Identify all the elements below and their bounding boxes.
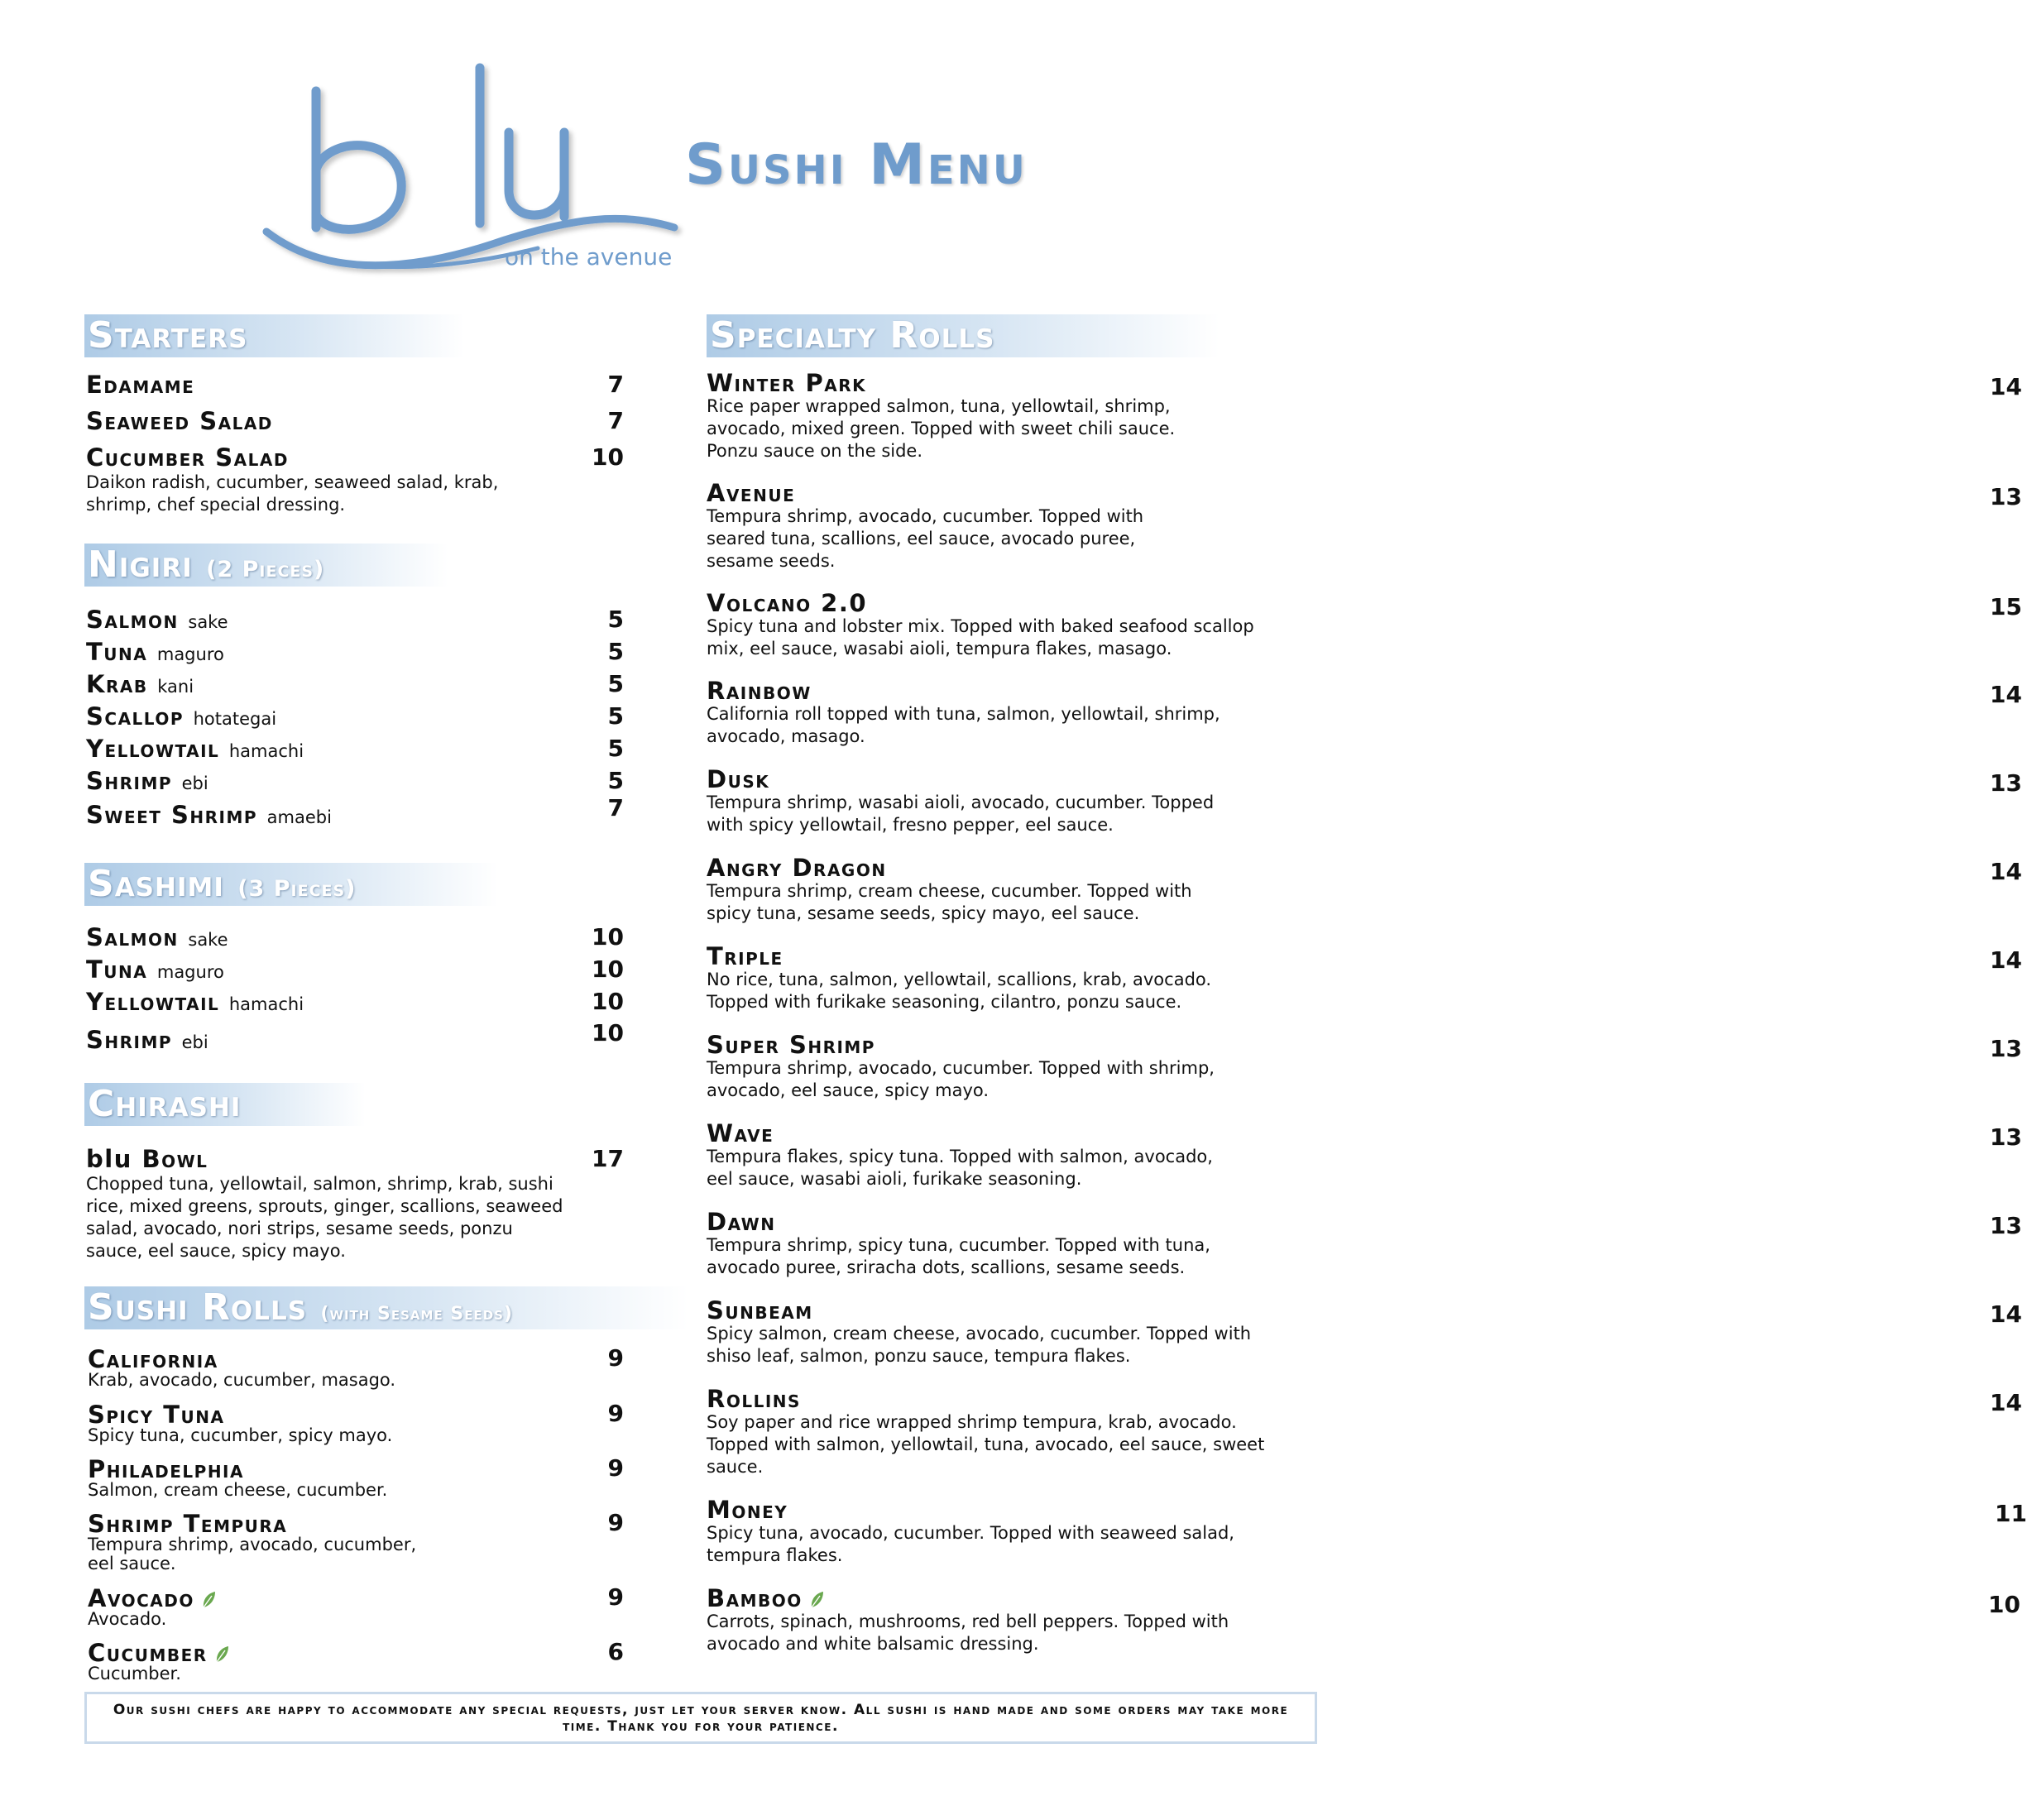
menu-item: [88, 1454, 624, 1500]
item-price: 17: [592, 1145, 624, 1172]
item-name-jp: sake: [188, 612, 228, 632]
item-price: 5: [607, 767, 624, 794]
menu-item: [707, 942, 2022, 1013]
item-name: Seaweed Salad: [86, 407, 273, 435]
item-name: Volcano 2.0: [707, 589, 868, 617]
menu-item: [86, 443, 624, 516]
item-name-en: Salmon: [86, 606, 179, 634]
item-price: 9: [607, 1454, 624, 1482]
item-name: Rollins: [707, 1385, 801, 1413]
item-name: [86, 801, 332, 831]
item-name: [86, 767, 208, 797]
item-price: 5: [607, 638, 624, 665]
item-description: Rice paper wrapped salmon, tuna, yellowtail, shrimp, avocado, mixed green. Topped with sweet chili sauce. Ponzu sauce on the side.: [707, 396, 1176, 461]
vegetarian-leaf-icon: [201, 1591, 216, 1609]
menu-item: [707, 1031, 2022, 1102]
item-description: Spicy tuna, cucumber, spicy mayo.: [88, 1425, 393, 1445]
menu-item: [86, 407, 624, 435]
menu-item: [707, 479, 2022, 572]
item-description: California roll topped with tuna, salmon, yellowtail, shrimp, avocado, masago.: [707, 704, 1220, 746]
menu-item: [86, 1145, 624, 1262]
item-description: Tempura shrimp, wasabi aioli, avocado, cucumber. Topped with spicy yellowtail, fresno pepper, eel sauce.: [707, 793, 1215, 835]
item-price: 14: [1990, 373, 2022, 400]
item-name: Sunbeam: [707, 1296, 813, 1324]
nigiri-subheading: (2 Pieces): [206, 557, 325, 582]
menu-item: [707, 1296, 2022, 1367]
item-name: Shrimp Tempura: [88, 1510, 288, 1538]
item-name-jp: maguro: [156, 644, 224, 664]
section-heading-sashimi: [84, 863, 498, 906]
item-price: 10: [592, 443, 624, 471]
item-name-en: Shrimp: [86, 767, 173, 795]
item-price: 9: [607, 1583, 624, 1611]
item-name-en: Yellowtail: [86, 988, 220, 1016]
menu-item: [88, 1344, 624, 1390]
item-name: Wave: [707, 1119, 774, 1147]
footer-notice: [84, 1692, 1317, 1744]
item-description: Salmon, cream cheese, cucumber.: [88, 1480, 388, 1500]
menu-item: [86, 923, 624, 954]
item-name: [88, 1584, 468, 1612]
menu-item: [707, 1385, 2022, 1478]
sushi-rolls-heading: Sushi Rolls: [88, 1286, 308, 1329]
sushi-rolls-subheading: (with Sesame Seeds): [320, 1304, 513, 1324]
menu-item: [88, 1400, 624, 1445]
menu-title: Sushi Menu: [685, 132, 1028, 198]
starters-heading: Starters: [88, 314, 248, 357]
item-price: 13: [1990, 1123, 2022, 1151]
item-name-en: Cucumber: [88, 1639, 208, 1667]
menu-item: [707, 1208, 2022, 1279]
menu-item: [707, 1584, 2020, 1655]
item-price: 13: [1990, 769, 2022, 797]
item-name-jp: ebi: [181, 774, 208, 793]
item-name-en: Tuna: [86, 956, 148, 984]
item-description: Tempura flakes, spicy tuna. Topped with salmon, avocado, eel sauce, wasabi aioli, furikake seasoning.: [707, 1147, 1213, 1189]
item-name: Avenue: [707, 479, 796, 507]
item-description: Spicy tuna and lobster mix. Topped with baked seafood scallop mix, eel sauce, wasabi aioli, tempura flakes, masago.: [707, 616, 1254, 659]
item-name: [86, 606, 228, 636]
footer-text: Our sushi chefs are happy to accommodate any special requests, just let your server know. All sushi is hand made and some orders may take more time. Thank you for your patience.: [113, 1701, 1289, 1735]
menu-item: [86, 988, 624, 1018]
item-price: 13: [1990, 1212, 2022, 1239]
menu-item: [86, 767, 624, 797]
item-price: 14: [1990, 946, 2022, 974]
item-name-en: Bowl: [141, 1145, 208, 1173]
item-price: 10: [1988, 1591, 2020, 1618]
item-description: Spicy salmon, cream cheese, avocado, cucumber. Topped with shiso leaf, salmon, ponzu sauce, tempura flakes.: [707, 1324, 1252, 1366]
item-description: Chopped tuna, yellowtail, salmon, shrimp, krab, sushi rice, mixed greens, sprouts, ginger, scallions, seaweed salad, avocado, nori strips, sesame seeds, ponzu sauce, eel sauce, spicy mayo.: [86, 1174, 563, 1261]
item-name: Dawn: [707, 1208, 776, 1236]
item-name-en: Tuna: [86, 638, 148, 666]
item-name: [86, 638, 224, 668]
menu-item: [707, 677, 2022, 748]
menu-item: [707, 369, 2022, 462]
item-name-jp: hamachi: [228, 741, 304, 761]
item-price: 6: [607, 1638, 624, 1665]
item-name: [88, 1639, 468, 1667]
item-description: No rice, tuna, salmon, yellowtail, scallions, krab, avocado. Topped with furikake seasoning, cilantro, ponzu sauce.: [707, 970, 1212, 1012]
logo-tagline: on the avenue: [505, 243, 673, 271]
item-name-jp: amaebi: [266, 807, 332, 827]
item-name: [86, 1145, 566, 1173]
menu-item: [86, 606, 624, 636]
item-name: Spicy Tuna: [88, 1401, 225, 1429]
item-description: Carrots, spinach, mushrooms, red bell peppers. Topped with avocado and white balsamic dressing.: [707, 1612, 1229, 1654]
item-name-en: Krab: [86, 670, 148, 698]
item-price: 5: [607, 606, 624, 633]
vegetarian-leaf-icon: [214, 1645, 229, 1664]
item-price: 9: [607, 1509, 624, 1536]
item-name: Money: [707, 1496, 788, 1524]
item-price: 7: [607, 407, 624, 434]
section-heading-chirashi: [84, 1083, 366, 1126]
item-description: Cucumber.: [88, 1664, 181, 1684]
section-heading-starters: [84, 314, 465, 357]
item-name: [86, 956, 224, 986]
item-price: 10: [592, 956, 624, 983]
item-price: 14: [1990, 1389, 2022, 1416]
item-name-jp: ebi: [181, 1032, 208, 1052]
item-price: 9: [607, 1400, 624, 1427]
vegetarian-leaf-icon: [809, 1591, 824, 1609]
item-name-en: Salmon: [86, 923, 179, 951]
item-description: Daikon radish, cucumber, seaweed salad, krab, shrimp, chef special dressing.: [86, 472, 499, 515]
item-name-jp: sake: [188, 930, 228, 950]
item-price: 10: [592, 923, 624, 951]
nigiri-heading: Nigiri: [88, 544, 193, 586]
item-name: [86, 735, 304, 765]
item-price: 5: [607, 735, 624, 762]
item-description: Avocado.: [88, 1609, 167, 1629]
menu-item: [86, 702, 624, 733]
section-heading-sushi-rolls: [84, 1286, 688, 1329]
item-name: Philadelphia: [88, 1455, 244, 1483]
item-description: Tempura shrimp, cream cheese, cucumber. Topped with spicy tuna, sesame seeds, spicy mayo, eel sauce.: [707, 881, 1192, 923]
item-price: 10: [592, 988, 624, 1015]
menu-item: [86, 638, 624, 668]
item-price: 13: [1990, 483, 2022, 510]
item-price: 5: [607, 670, 624, 697]
item-price: 10: [592, 1019, 624, 1046]
section-heading-specialty-rolls: [707, 314, 1220, 357]
item-name: [86, 670, 194, 701]
item-name: [86, 923, 228, 954]
item-price: 5: [607, 702, 624, 730]
item-name: California: [88, 1345, 218, 1373]
item-description: Tempura shrimp, avocado, cucumber, eel sauce.: [88, 1535, 417, 1573]
item-name: Super Shrimp: [707, 1031, 875, 1059]
item-name-en: Sweet Shrimp: [86, 801, 258, 829]
item-description: Soy paper and rice wrapped shrimp tempura, krab, avocado. Topped with salmon, yellowtail, tuna, avocado, eel sauce, sweet sauce.: [707, 1412, 1265, 1477]
menu-item: [88, 1509, 624, 1573]
item-name-jp: hotategai: [193, 709, 277, 729]
item-description: Tempura shrimp, avocado, cucumber. Topped with shrimp, avocado, eel sauce, spicy mayo.: [707, 1058, 1215, 1100]
item-name: Edamame: [86, 371, 195, 399]
menu-item: [707, 1496, 2027, 1567]
chirashi-heading: Chirashi: [88, 1083, 242, 1125]
menu-item: [86, 670, 624, 701]
menu-item: [86, 371, 624, 399]
item-name-prefix: blu: [86, 1145, 132, 1173]
item-description: Tempura shrimp, avocado, cucumber. Topped with seared tuna, scallions, eel sauce, avocado puree, sesame seeds.: [707, 506, 1144, 571]
menu-item: [86, 794, 624, 831]
item-price: 14: [1990, 1300, 2022, 1328]
item-name: Rainbow: [707, 677, 812, 705]
item-description: Tempura shrimp, spicy tuna, cucumber. Topped with tuna, avocado puree, sriracha dots, scallions, sesame seeds.: [707, 1235, 1210, 1277]
item-price: 11: [1995, 1500, 2027, 1527]
menu-item: [86, 1019, 624, 1056]
item-name: [707, 1586, 1269, 1611]
item-name: [86, 702, 276, 733]
specialty-rolls-heading: Specialty Rolls: [710, 314, 995, 357]
item-name: Winter Park: [707, 369, 867, 397]
item-description: Krab, avocado, cucumber, masago.: [88, 1370, 396, 1390]
item-name-en: Bamboo: [707, 1584, 803, 1612]
item-name: [86, 988, 304, 1018]
menu-item: [707, 1119, 2022, 1190]
menu-item: [707, 854, 2022, 925]
menu-item: [86, 956, 624, 986]
item-name: Triple: [707, 942, 783, 970]
menu-item: [707, 589, 2022, 660]
item-name-en: Scallop: [86, 702, 184, 730]
item-name-jp: maguro: [156, 962, 224, 982]
menu-item: [88, 1583, 624, 1629]
sashimi-subheading: (3 Pieces): [237, 876, 357, 902]
item-name: Dusk: [707, 765, 770, 793]
item-name: [86, 1026, 208, 1056]
item-name-en: Shrimp: [86, 1026, 173, 1054]
sashimi-heading: Sashimi: [88, 863, 224, 905]
menu-item: [88, 1638, 624, 1684]
menu-item: [86, 735, 624, 765]
menu-item: [707, 765, 2022, 836]
item-description: Spicy tuna, avocado, cucumber. Topped with seaweed salad, tempura flakes.: [707, 1523, 1234, 1565]
section-heading-nigiri: [84, 544, 448, 587]
item-name-en: Yellowtail: [86, 735, 220, 763]
item-name: Angry Dragon: [707, 854, 887, 882]
item-name: Cucumber Salad: [86, 443, 289, 472]
item-price: 14: [1990, 858, 2022, 885]
item-name-jp: kani: [157, 677, 194, 697]
item-name-en: Avocado: [88, 1584, 194, 1612]
item-price: 13: [1990, 1035, 2022, 1062]
item-price: 9: [607, 1344, 624, 1372]
item-price: 7: [607, 371, 624, 398]
item-name-jp: hamachi: [228, 994, 304, 1014]
blu-logo: [256, 58, 687, 290]
item-price: 15: [1990, 593, 2022, 620]
item-price: 14: [1990, 681, 2022, 708]
item-price: 7: [607, 794, 624, 821]
